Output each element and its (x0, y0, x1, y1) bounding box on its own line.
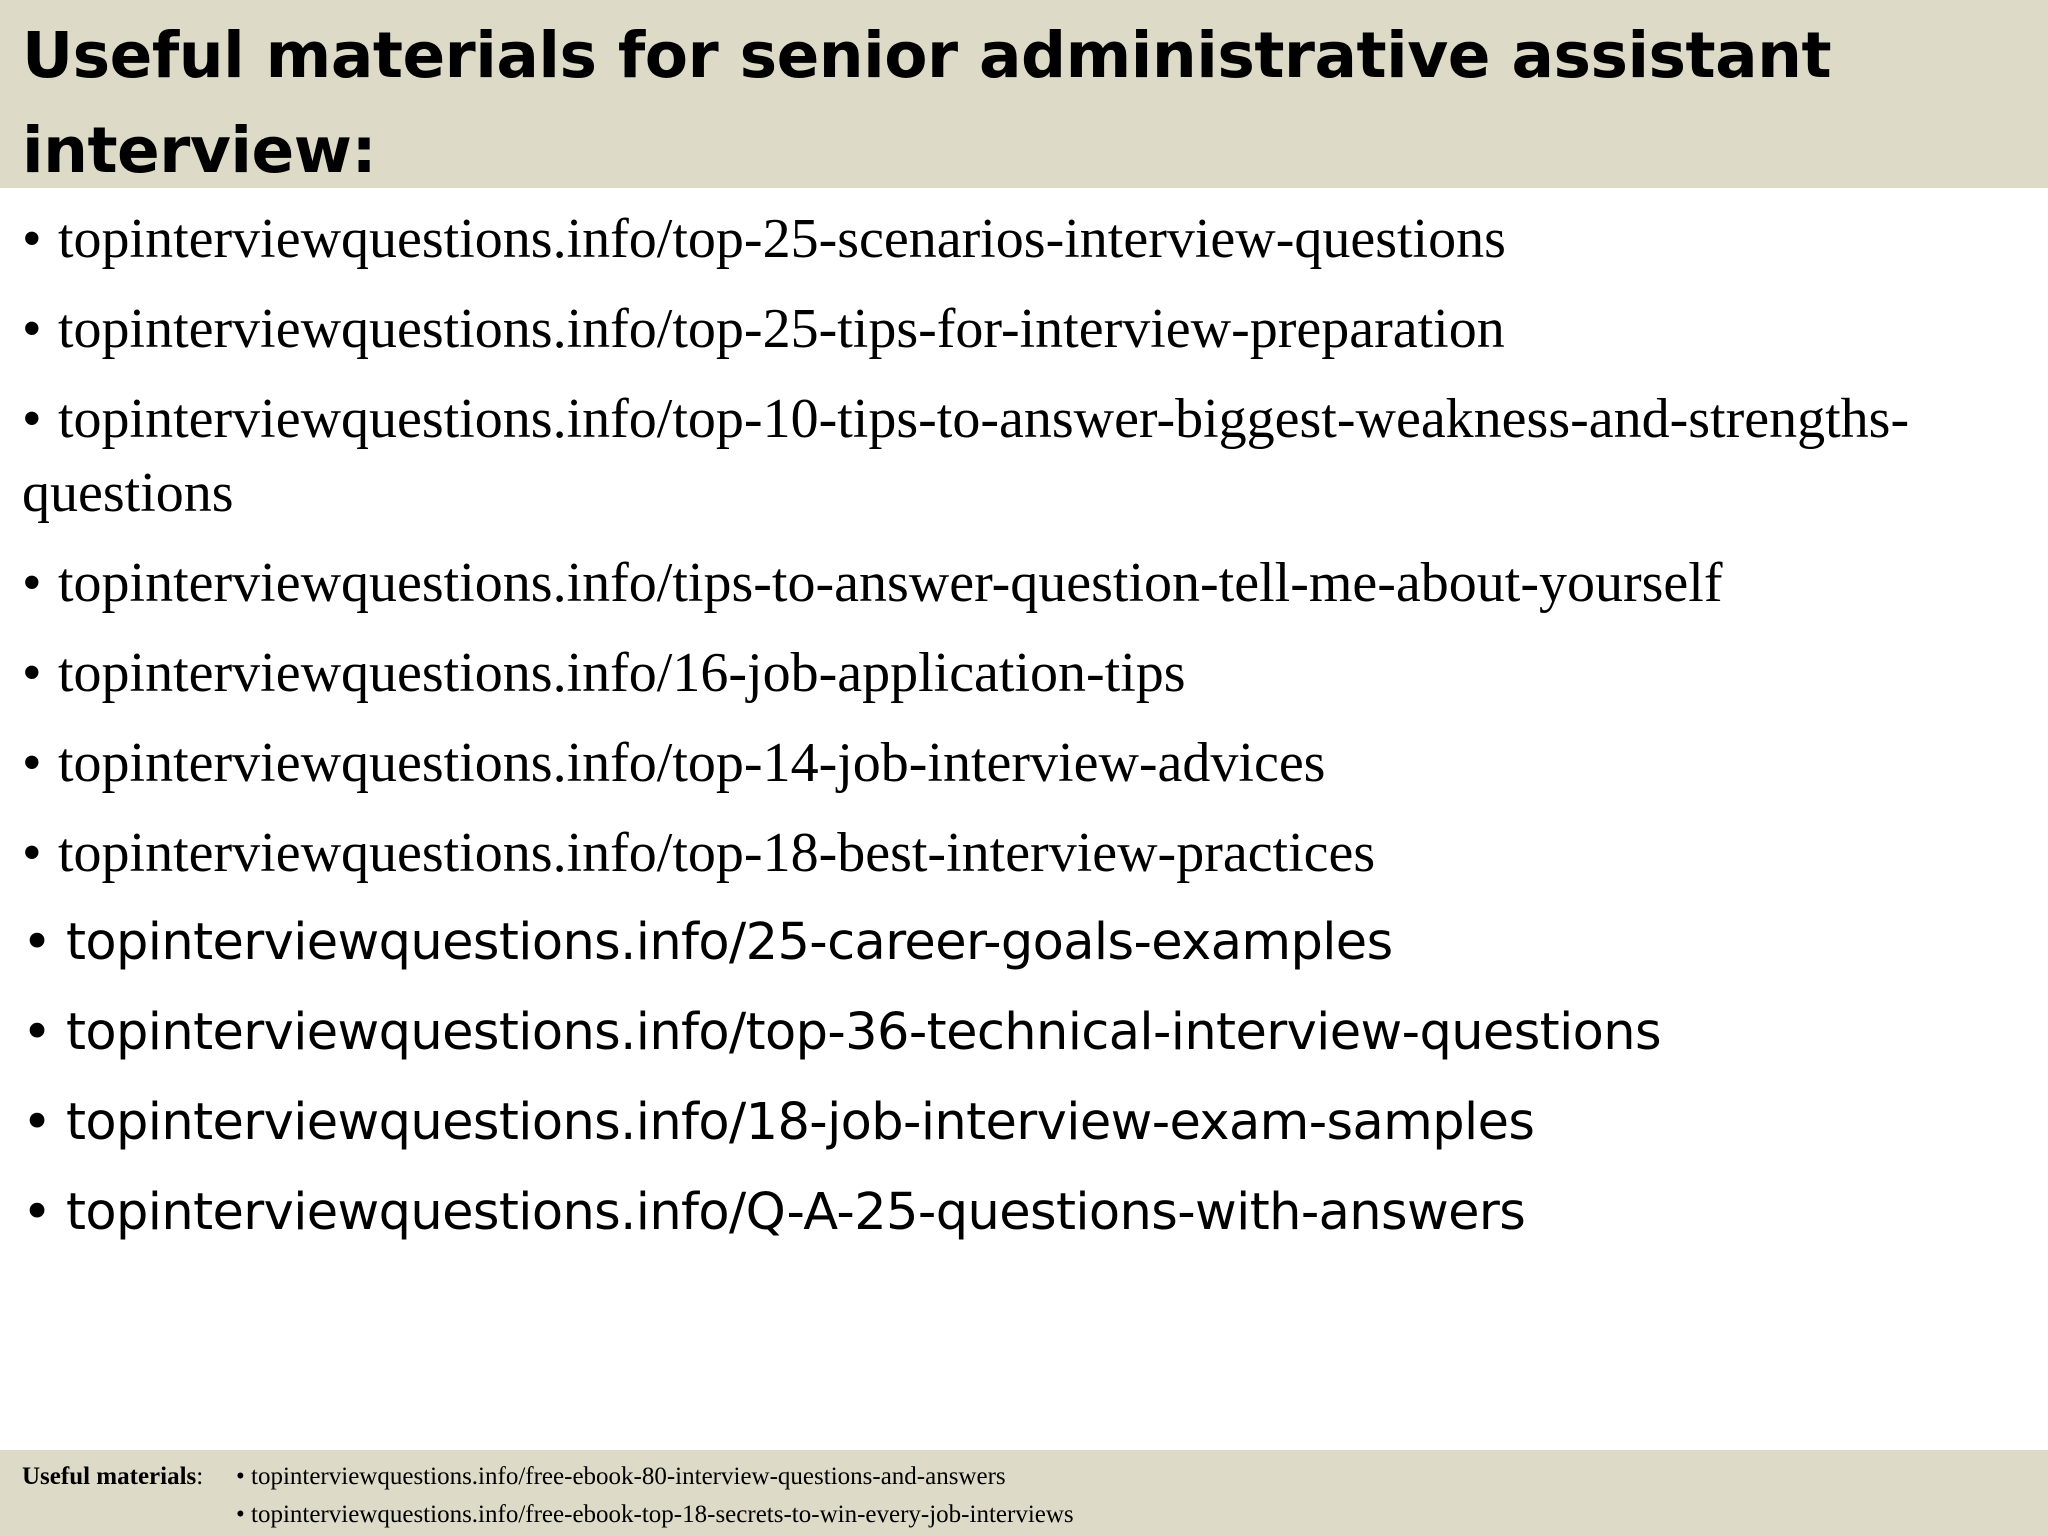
footer-band (0, 1450, 2048, 1536)
footer-label-text: Useful materials (22, 1463, 197, 1490)
footer-link[interactable]: • topinterviewquestions.info/free-ebook-80-interview-questions-and-answers (236, 1463, 1006, 1490)
list-item[interactable] (22, 1086, 2032, 1160)
list-item[interactable] (22, 816, 2032, 890)
bullet: • (22, 208, 42, 270)
title-band (0, 0, 2048, 188)
list-item[interactable] (22, 636, 2032, 710)
link-text[interactable]: topinterviewquestions.info/top-25-tips-for-interview-preparation (58, 298, 1505, 360)
list-item[interactable] (22, 382, 1922, 530)
bullet: • (22, 388, 42, 450)
bullet: • (22, 913, 52, 972)
link-text[interactable]: topinterviewquestions.info/top-25-scenarios-interview-questions (58, 208, 1506, 270)
link-text[interactable]: topinterviewquestions.info/tips-to-answer-question-tell-me-about-yourself (58, 552, 1723, 614)
bullet: • (22, 1183, 52, 1242)
bullet: • (22, 298, 42, 360)
link-text[interactable]: topinterviewquestions.info/18-job-interview-exam-samples (66, 1093, 1535, 1152)
bullet: • (22, 822, 42, 884)
link-text[interactable]: topinterviewquestions.info/top-36-technical-interview-questions (66, 1003, 1661, 1062)
list-item[interactable] (22, 292, 2032, 366)
bullet: • (22, 1093, 52, 1152)
list-item[interactable] (22, 906, 2032, 980)
link-text[interactable]: topinterviewquestions.info/top-10-tips-to-answer-biggest-weakness-and-strengths-questions (22, 388, 1910, 524)
bullet: • (22, 1003, 52, 1062)
list-item[interactable] (22, 546, 2032, 620)
footer-label (22, 1458, 203, 1496)
list-item[interactable] (22, 202, 2032, 276)
link-text[interactable]: topinterviewquestions.info/top-14-job-interview-advices (58, 732, 1326, 794)
slide-title: Useful materials for senior administrative assistant interview: (22, 19, 1832, 187)
footer-link[interactable]: • topinterviewquestions.info/free-ebook-top-18-secrets-to-win-every-job-interviews (236, 1501, 1074, 1528)
list-item[interactable] (22, 1176, 2032, 1250)
bullet: • (22, 732, 42, 794)
link-text[interactable]: topinterviewquestions.info/Q-A-25-questions-with-answers (66, 1183, 1526, 1242)
footer-colon: : (196, 1463, 204, 1490)
link-text[interactable]: topinterviewquestions.info/16-job-application-tips (58, 642, 1186, 704)
list-item[interactable] (22, 996, 2032, 1070)
list-item[interactable] (22, 726, 2032, 800)
bullet: • (22, 642, 42, 704)
link-text[interactable]: topinterviewquestions.info/25-career-goals-examples (66, 913, 1393, 972)
bullet: • (22, 552, 42, 614)
link-text[interactable]: topinterviewquestions.info/top-18-best-interview-practices (58, 822, 1376, 884)
